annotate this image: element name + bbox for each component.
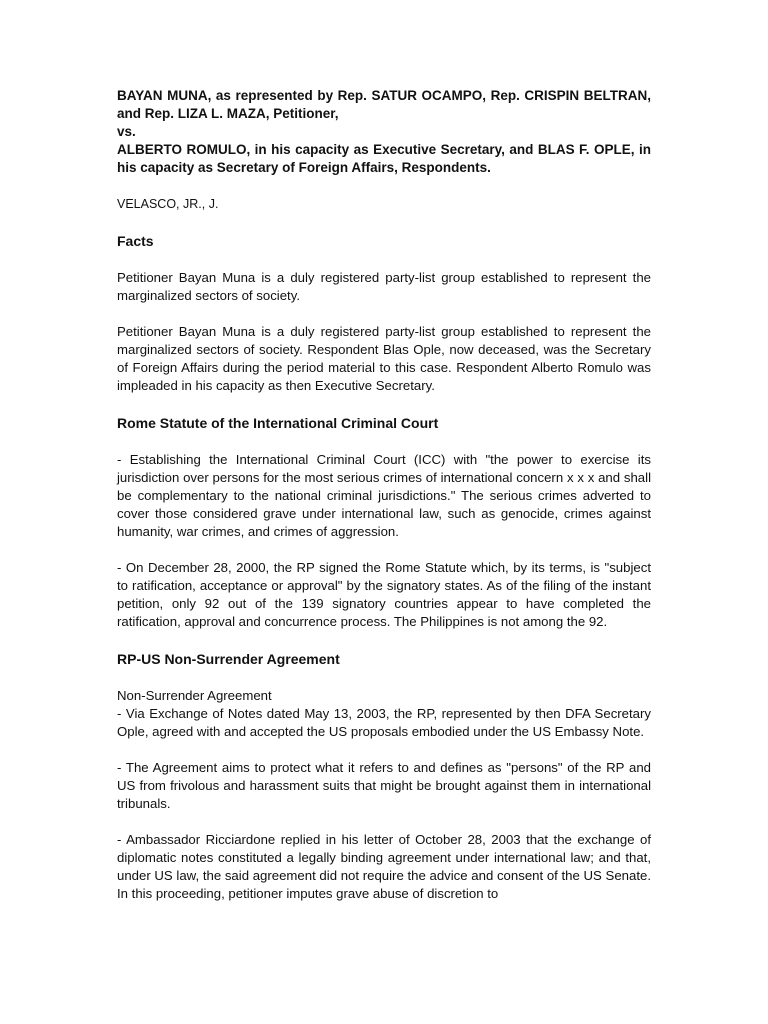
rpus-paragraph-2: - The Agreement aims to protect what it refers to and defines as "persons" of the RP and US from frivolous and harassment suits that might be brought against them in international tribunals. — [117, 760, 651, 811]
rome-paragraph-2: - On December 28, 2000, the RP signed the Rome Statute which, by its terms, is "subject to ratification, acceptance or approval" by the signatory states. As of the filing of the instant petition, only 92 out of the 139 signatory countries appear to have completed the ratification, approval and concurrence process. The Philippines is not among the 92. — [117, 560, 651, 629]
rpus-paragraph-1: - Via Exchange of Notes dated May 13, 2003, the RP, represented by then DFA Secretary Ople, agreed with and accepted the US proposals embodied under the US Embassy Note. — [117, 706, 651, 739]
rome-paragraph-1: - Establishing the International Criminal Court (ICC) with "the power to exercise its jurisdiction over persons for the most serious crimes of international concern x x x and shall be complementary to the national criminal jurisdictions." The serious crimes adverted to cover those considered grave under international law, such as genocide, crimes against humanity, war crimes, and crimes of aggression. — [117, 452, 651, 539]
ponente: VELASCO, JR., J. — [117, 197, 219, 211]
heading-facts: Facts — [117, 233, 154, 249]
caption-versus: vs. — [117, 124, 136, 139]
rpus-subheading: Non-Surrender Agreement — [117, 688, 272, 703]
caption-respondents: ALBERTO ROMULO, in his capacity as Executive Secretary, and BLAS F. OPLE, in his capacity as Secretary of Foreign Affairs, Respondents. — [117, 142, 651, 175]
rpus-paragraph-3: - Ambassador Ricciardone replied in his letter of October 28, 2003 that the exchange of diplomatic notes constituted a legally binding agreement under international law; and that, under US law, the said agreement did not require the advice and consent of the US Senate. In this proceeding, petitioner imputes grave abuse of discretion to — [117, 832, 651, 901]
facts-paragraph-1: Petitioner Bayan Muna is a duly registered party-list group established to represent the marginalized sectors of society. — [117, 270, 651, 303]
document-page — [117, 87, 651, 903]
case-caption — [117, 87, 651, 177]
caption-petitioner: BAYAN MUNA, as represented by Rep. SATUR OCAMPO, Rep. CRISPIN BELTRAN, and Rep. LIZA L. MAZA, Petitioner, — [117, 88, 651, 121]
heading-rp-us-agreement: RP-US Non-Surrender Agreement — [117, 651, 340, 667]
heading-rome-statute: Rome Statute of the International Criminal Court — [117, 415, 439, 431]
facts-paragraph-2: Petitioner Bayan Muna is a duly registered party-list group established to represent the marginalized sectors of society. Respondent Blas Ople, now deceased, was the Secretary of Foreign Affairs during the period material to this case. Respondent Alberto Romulo was impleaded in his capacity as then Executive Secretary. — [117, 324, 651, 393]
